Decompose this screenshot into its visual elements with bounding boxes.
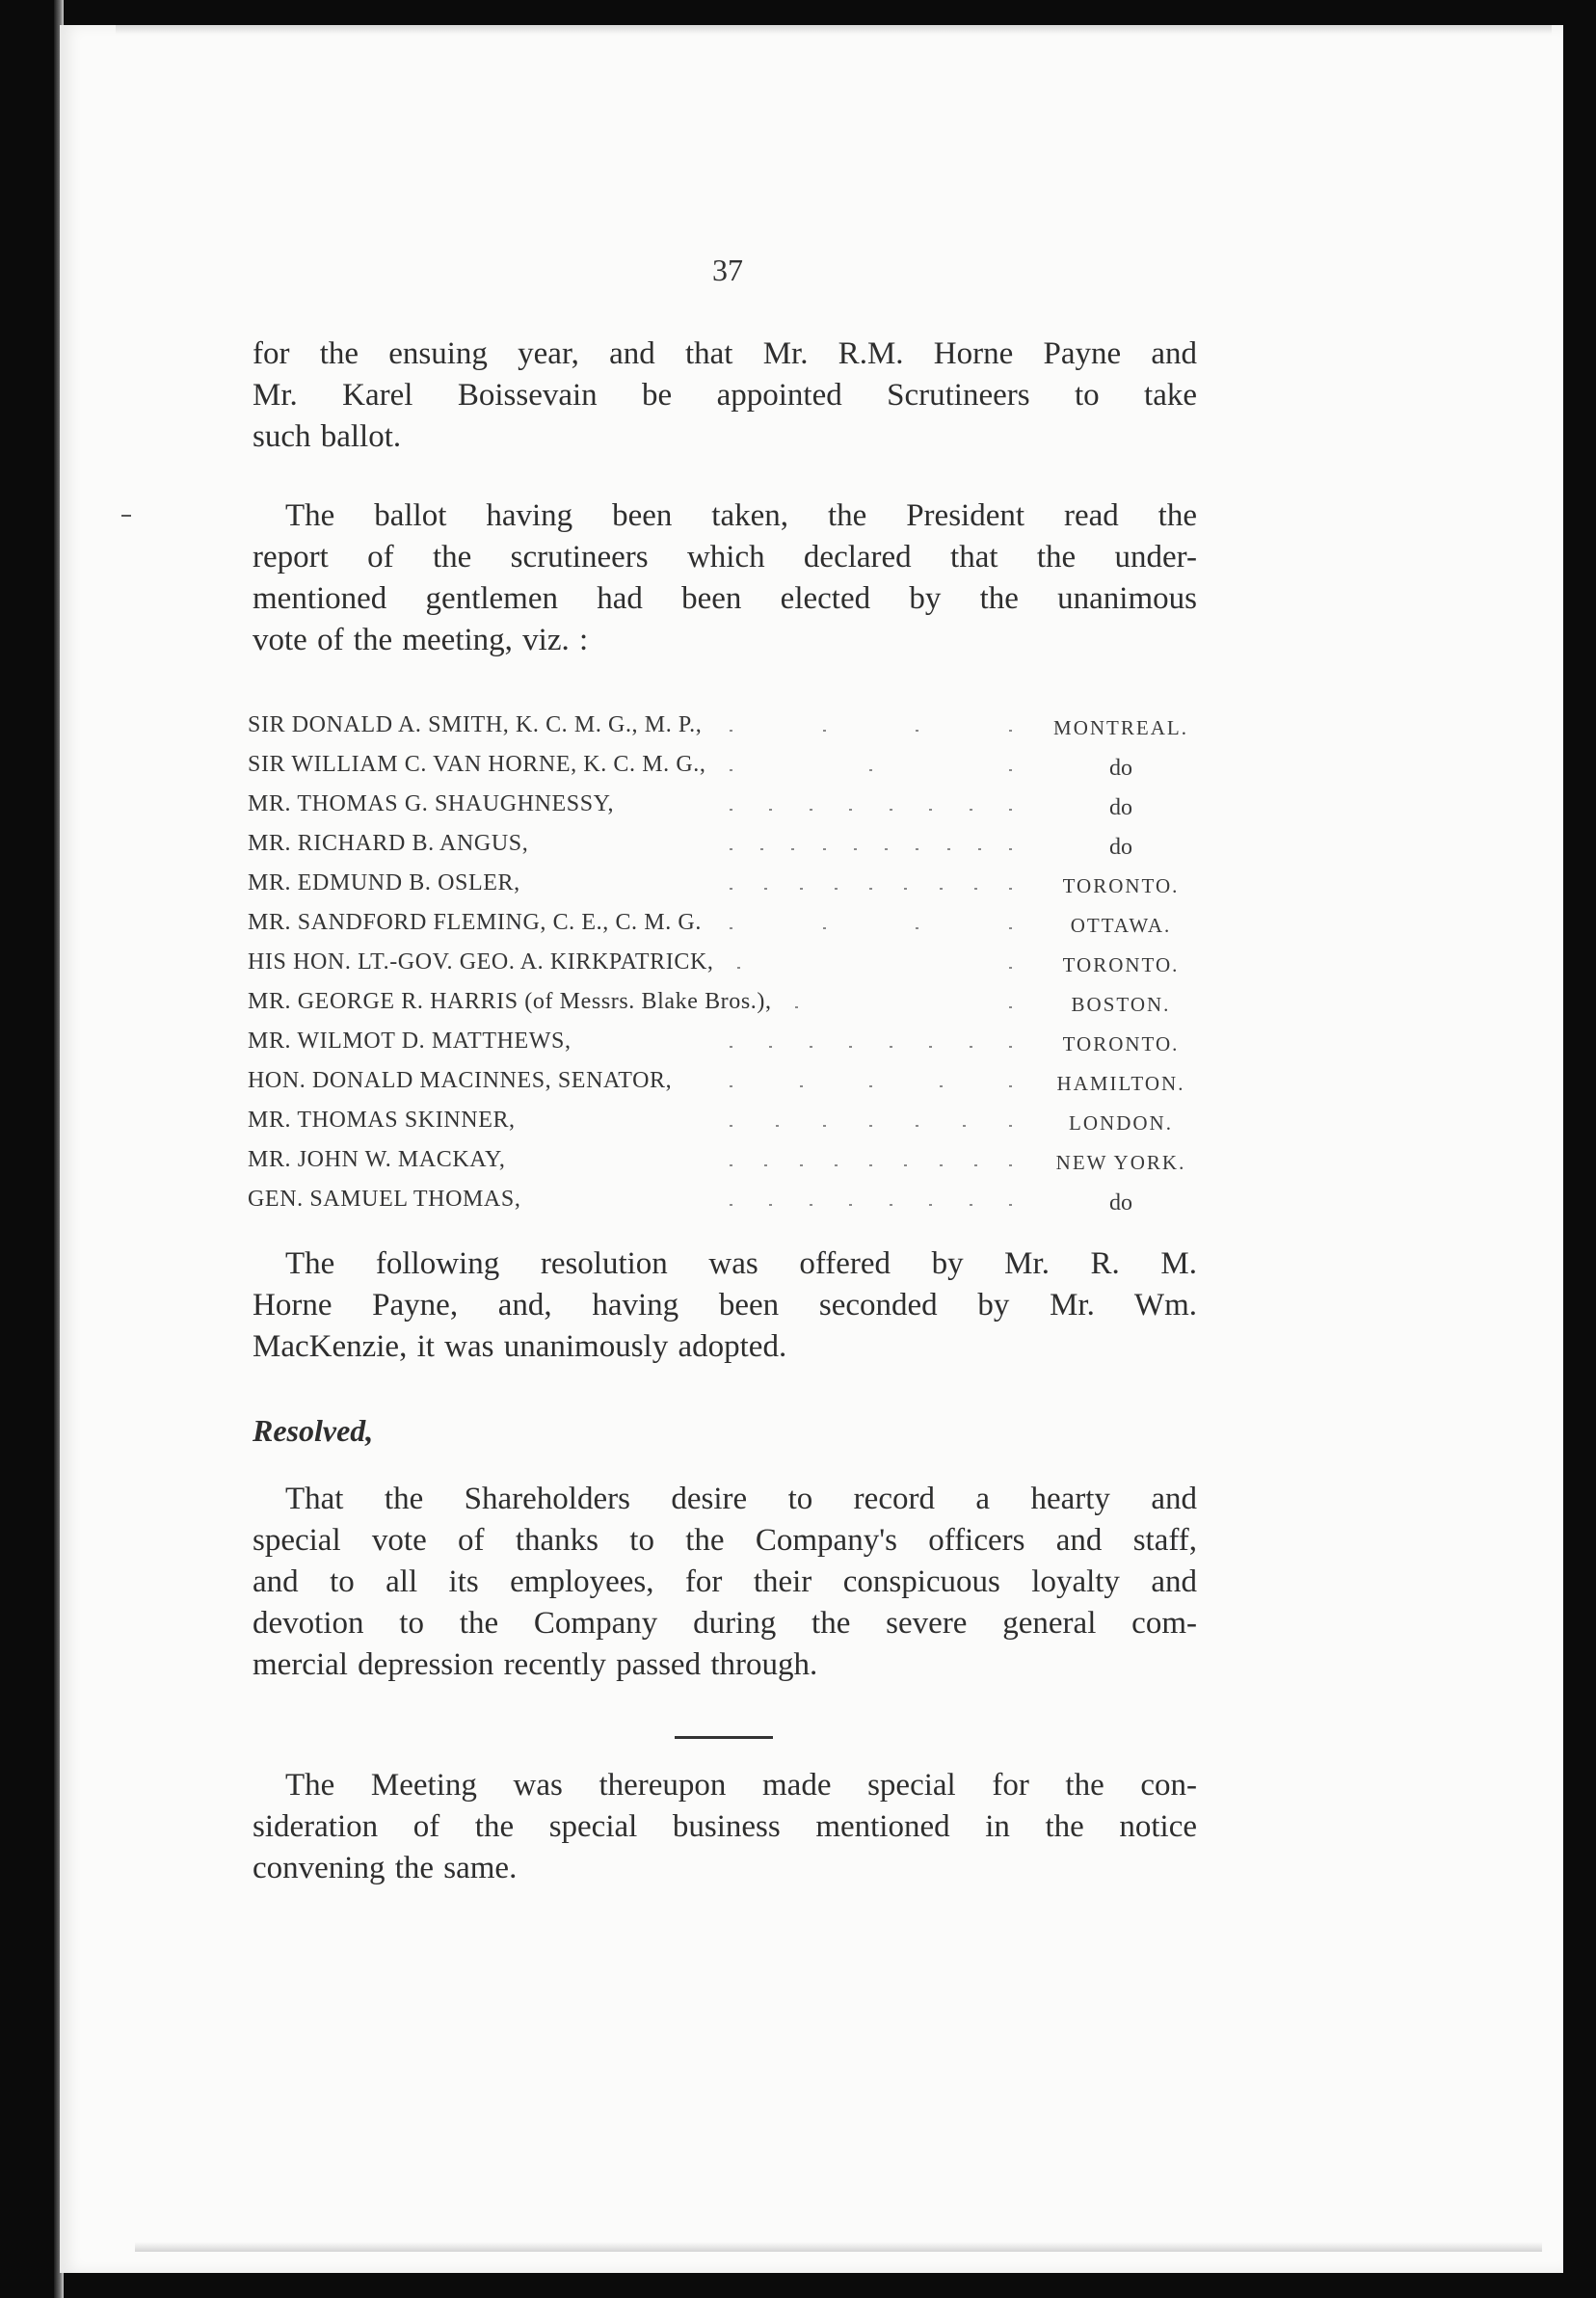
director-residence: do <box>1109 835 1132 860</box>
paragraph-special-meeting <box>253 1765 1197 1889</box>
text-line: Horne Payne, and, having been seconded by Mr. Wm. <box>253 1288 1197 1323</box>
leader-dot <box>1009 1204 1012 1206</box>
text-line: That the Shareholders desire to record a hearty and <box>285 1482 1197 1516</box>
leader-dot <box>869 1164 872 1166</box>
text-line: special vote of thanks to the Company's officers and staff, <box>253 1523 1197 1558</box>
director-name: SIR DONALD A. SMITH, K. C. M. G., M. P., <box>248 712 703 737</box>
director-residence: TORONTO. <box>1062 874 1180 897</box>
text-line: The ballot having been taken, the President read the <box>285 498 1197 533</box>
text-line: devotion to the Company during the severe general com- <box>253 1606 1197 1641</box>
leader-dot <box>916 848 918 850</box>
leader-dot <box>970 809 972 811</box>
director-name: MR. EDMUND B. OSLER, <box>248 870 520 895</box>
leader-dot <box>854 848 857 850</box>
director-name: MR. JOHN W. MACKAY, <box>248 1147 506 1172</box>
leader-dot <box>1009 927 1012 929</box>
director-row <box>248 946 1202 985</box>
director-residence: HAMILTON. <box>1056 1072 1185 1095</box>
leader-dot <box>823 1125 826 1127</box>
leader-dot <box>929 1046 932 1048</box>
leader-dot <box>869 769 872 771</box>
leader-dot <box>916 730 918 732</box>
leader-dot <box>970 1046 972 1048</box>
director-residence: LONDON. <box>1069 1111 1173 1135</box>
director-row <box>248 827 1202 867</box>
leader-dot <box>835 1164 838 1166</box>
director-row <box>248 985 1202 1025</box>
leader-dot <box>849 809 852 811</box>
leader-dot <box>730 888 732 890</box>
text-line: report of the scrutineers which declared that the under- <box>253 540 1197 574</box>
paragraph-resolution-offered <box>253 1243 1197 1368</box>
leader-dot <box>769 809 772 811</box>
leader-dot <box>974 1164 977 1166</box>
director-name: MR. THOMAS G. SHAUGHNESSY, <box>248 791 615 816</box>
text-line: The Meeting was thereupon made special for the con- <box>285 1768 1197 1803</box>
text-line: mentioned gentlemen had been elected by the unanimous <box>253 581 1197 616</box>
leader-dot <box>1009 809 1012 811</box>
director-name: MR. SANDFORD FLEMING, C. E., C. M. G. <box>248 910 702 935</box>
leader-dot <box>730 927 732 929</box>
directors-list <box>248 708 1202 1222</box>
director-name: SIR WILLIAM C. VAN HORNE, K. C. M. G., <box>248 752 706 777</box>
leader-dot <box>869 1085 872 1087</box>
leader-dot <box>947 848 950 850</box>
leader-dot <box>974 888 977 890</box>
text-line: MacKenzie, it was unanimously adopted. <box>253 1329 787 1364</box>
director-residence: OTTAWA. <box>1070 914 1172 937</box>
section-divider-rule <box>675 1736 773 1739</box>
director-row <box>248 788 1202 827</box>
director-name: GEN. SAMUEL THOMAS, <box>248 1187 521 1212</box>
director-name: MR. GEORGE R. HARRIS (of Messrs. Blake Bros.), <box>248 989 772 1014</box>
resolved-heading: Resolved, <box>253 1413 374 1448</box>
director-residence: do <box>1109 795 1132 820</box>
leader-dot <box>940 888 943 890</box>
leader-dot <box>869 1125 872 1127</box>
director-residence: TORONTO. <box>1062 953 1180 976</box>
director-residence: do <box>1109 1190 1132 1216</box>
leader-dot <box>776 1125 779 1127</box>
leader-dot <box>1009 769 1012 771</box>
director-row <box>248 1183 1202 1222</box>
director-name: MR. THOMAS SKINNER, <box>248 1108 516 1133</box>
leader-dot <box>810 809 812 811</box>
text-line: The following resolution was offered by Mr. R. M. <box>285 1246 1197 1281</box>
leader-dot <box>764 1164 767 1166</box>
leader-dot <box>916 927 918 929</box>
leader-dot <box>1009 1085 1012 1087</box>
leader-dot <box>737 967 740 969</box>
leader-dot <box>1009 848 1012 850</box>
text-line: sideration of the special business mentioned in the notice <box>253 1809 1197 1844</box>
leader-dot <box>823 848 826 850</box>
text-line: and to all its employees, for their conspicuous loyalty and <box>253 1564 1197 1599</box>
leader-dot <box>978 848 981 850</box>
leader-dot <box>963 1125 966 1127</box>
leader-dot <box>764 888 767 890</box>
leader-dot <box>929 1204 932 1206</box>
leader-dot <box>869 888 872 890</box>
leader-dot <box>835 888 838 890</box>
director-row <box>248 906 1202 946</box>
leader-dot <box>730 1204 732 1206</box>
paragraph-vote-of-thanks <box>253 1479 1197 1686</box>
leader-dot <box>904 1164 907 1166</box>
paragraph-ballot-report <box>253 495 1197 661</box>
leader-dot <box>769 1046 772 1048</box>
leader-dot <box>730 1046 732 1048</box>
leader-dot <box>1009 1125 1012 1127</box>
leader-dot <box>795 1006 798 1008</box>
page-bottom-edge <box>135 2242 1542 2252</box>
leader-dot <box>904 888 907 890</box>
leader-dot <box>769 1204 772 1206</box>
leader-dot <box>823 730 826 732</box>
leader-dot <box>730 1085 732 1087</box>
leader-dot <box>730 769 732 771</box>
director-name: HON. DONALD MACINNES, SENATOR, <box>248 1068 673 1093</box>
leader-dot <box>970 1204 972 1206</box>
leader-dot <box>1009 888 1012 890</box>
page-top-edge <box>116 25 1552 35</box>
director-name: MR. WILMOT D. MATTHEWS, <box>248 1029 572 1054</box>
leader-dot <box>849 1204 852 1206</box>
director-row <box>248 1025 1202 1064</box>
leader-dot <box>1009 1046 1012 1048</box>
leader-dot <box>760 848 763 850</box>
leader-dot <box>800 1085 803 1087</box>
page-number: 37 <box>712 253 743 287</box>
leader-dot <box>800 1164 803 1166</box>
director-residence: do <box>1109 756 1132 781</box>
leader-dot <box>730 1125 732 1127</box>
director-row <box>248 708 1202 748</box>
director-row <box>248 1104 1202 1143</box>
leader-dot <box>810 1046 812 1048</box>
text-line: for the ensuing year, and that Mr. R.M. Horne Payne and <box>253 336 1197 371</box>
leader-dot <box>916 1125 918 1127</box>
leader-dot <box>1009 1006 1012 1008</box>
director-residence: NEW YORK. <box>1055 1151 1186 1174</box>
leader-dot <box>849 1046 852 1048</box>
leader-dot <box>1009 730 1012 732</box>
stray-margin-mark <box>121 515 131 517</box>
leader-dot <box>890 1046 892 1048</box>
leader-dot <box>730 1164 732 1166</box>
director-residence: TORONTO. <box>1062 1032 1180 1055</box>
leader-dot <box>823 927 826 929</box>
leader-dot <box>929 809 932 811</box>
director-row <box>248 1064 1202 1104</box>
director-row <box>248 867 1202 906</box>
leader-dot <box>730 730 732 732</box>
leader-dot <box>1009 967 1012 969</box>
text-line: Mr. Karel Boissevain be appointed Scrutineers to take <box>253 378 1197 413</box>
leader-dot <box>791 848 794 850</box>
leader-dot <box>940 1085 943 1087</box>
leader-dot <box>730 809 732 811</box>
leader-dot <box>940 1164 943 1166</box>
leader-dot <box>890 1204 892 1206</box>
leader-dot <box>1009 1164 1012 1166</box>
director-residence: MONTREAL. <box>1053 716 1188 739</box>
text-line: vote of the meeting, viz. : <box>253 623 589 657</box>
leader-dot <box>885 848 888 850</box>
paragraph-scrutineers <box>253 334 1197 458</box>
director-name: MR. RICHARD B. ANGUS, <box>248 831 529 856</box>
leader-dot <box>800 888 803 890</box>
director-residence: BOSTON. <box>1071 993 1171 1016</box>
leader-dot <box>730 848 732 850</box>
text-line: convening the same. <box>253 1851 518 1885</box>
director-name: HIS HON. LT.-GOV. GEO. A. KIRKPATRICK, <box>248 949 714 975</box>
leader-dot <box>890 809 892 811</box>
text-line: such ballot. <box>253 419 402 454</box>
director-row <box>248 748 1202 788</box>
director-row <box>248 1143 1202 1183</box>
leader-dot <box>810 1204 812 1206</box>
text-line: mercial depression recently passed through. <box>253 1647 818 1682</box>
